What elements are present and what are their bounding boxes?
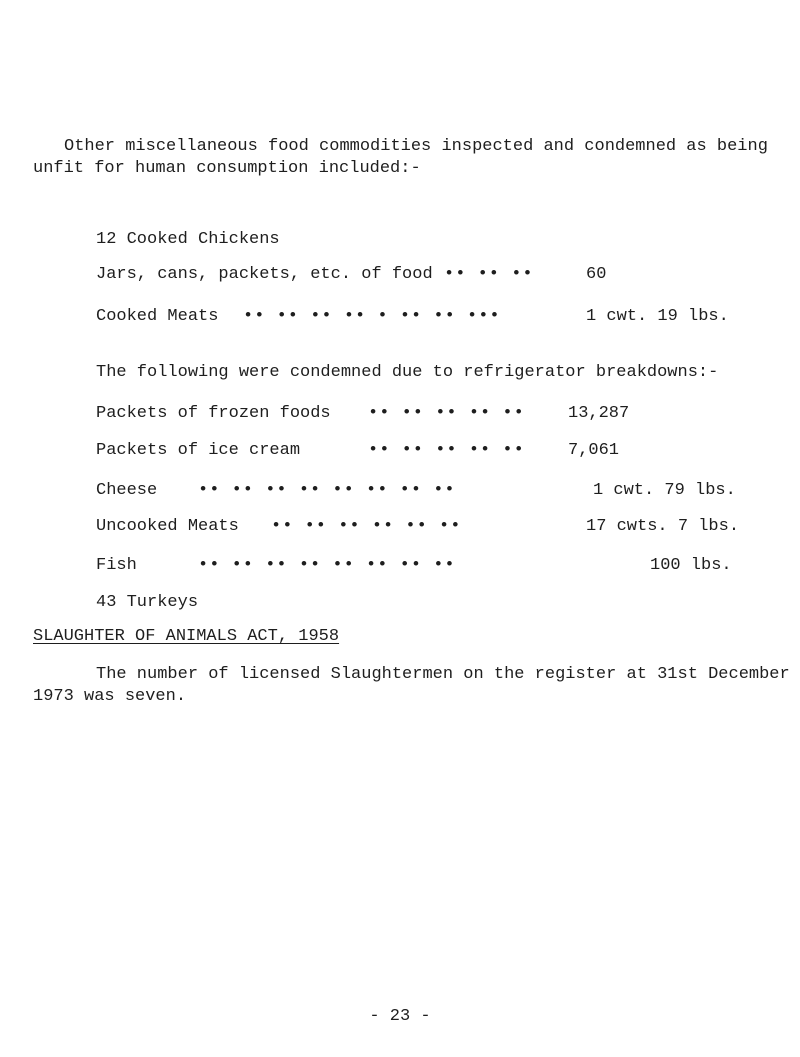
item-value: 7,061 <box>568 441 620 460</box>
slaughter-line-2: 1973 was seven. <box>33 687 187 706</box>
leader-dots: •• •• •• <box>444 265 534 284</box>
misc-item-row <box>0 264 800 286</box>
item-label: 43 Turkeys <box>96 593 199 612</box>
leader-dots: •• •• •• •• •• <box>368 404 525 423</box>
item-label: Uncooked Meats <box>96 517 239 536</box>
item-label: Packets of frozen foods <box>96 404 331 423</box>
refrigerator-item-row <box>0 403 800 425</box>
refrigerator-item-row <box>0 480 800 502</box>
section-heading: SLAUGHTER OF ANIMALS ACT, 1958 <box>33 627 340 646</box>
item-label: Cheese <box>96 481 158 500</box>
page-number: - 23 - <box>369 1007 431 1026</box>
leader-dots: •• •• •• •• •• •• •• •• <box>198 556 456 575</box>
leader-dots: •• •• •• •• • •• •• ••• <box>243 307 501 326</box>
item-label: Fish <box>96 556 137 575</box>
item-label: Cooked Meats <box>96 307 219 326</box>
leader-dots: •• •• •• •• •• <box>368 441 525 460</box>
item-value: 1 cwt. 19 lbs. <box>586 307 729 326</box>
intro-line-2: unfit for human consumption included:- <box>33 159 421 178</box>
item-value: 100 lbs. <box>650 556 732 575</box>
refrigerator-intro: The following were condemned due to refrigerator breakdowns:- <box>96 363 719 382</box>
misc-item-row <box>0 229 800 251</box>
item-label: 12 Cooked Chickens <box>96 230 280 249</box>
item-value: 1 cwt. 79 lbs. <box>593 481 736 500</box>
misc-item-row <box>0 306 800 328</box>
item-label: Jars, cans, packets, etc. of food <box>96 265 433 284</box>
item-value: 13,287 <box>568 404 630 423</box>
item-value: 17 cwts. 7 lbs. <box>586 517 740 536</box>
refrigerator-item-row <box>0 592 800 614</box>
leader-dots: •• •• •• •• •• •• •• •• <box>198 481 456 500</box>
refrigerator-item-row <box>0 516 800 538</box>
item-label: Packets of ice cream <box>96 441 301 460</box>
leader-dots: •• •• •• •• •• •• <box>271 517 462 536</box>
intro-line-1: Other miscellaneous food commodities inspected and condemned as being <box>64 137 768 156</box>
refrigerator-item-row <box>0 555 800 577</box>
slaughter-line-1: The number of licensed Slaughtermen on the register at 31st December <box>96 665 790 684</box>
item-value: 60 <box>586 265 607 284</box>
refrigerator-item-row <box>0 440 800 462</box>
